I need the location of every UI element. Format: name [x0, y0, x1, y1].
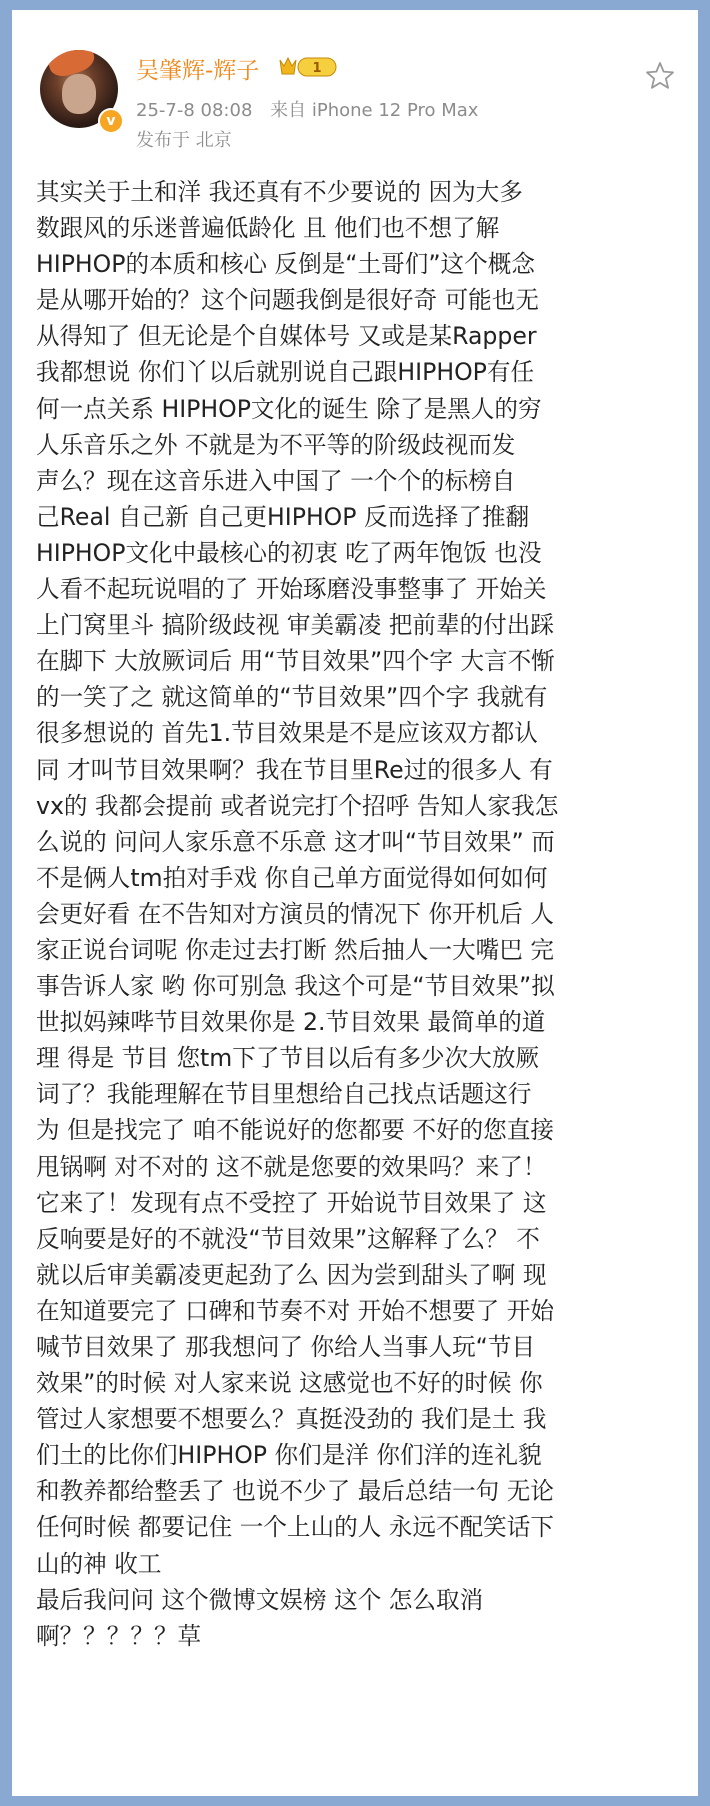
post-text-line: 它来了！发现有点不受控了 开始说节目效果了 这 — [36, 1188, 547, 1217]
post-text-line: 人乐音乐之外 不就是为不平等的阶级歧视而发 — [36, 430, 516, 459]
post-text-line: 其实关于土和洋 我还真有不少要说的 因为大多 — [36, 178, 523, 206]
post-text-line: 喊节目效果了 那我想问了 你给人当事人玩“节目 — [36, 1333, 536, 1361]
post-text-line: 就以后审美霸凌更起劲了么 因为尝到甜头了啊 现 — [36, 1260, 547, 1289]
post-text-line: 为 但是找完了 咱不能说好的您都要 不好的您直接 — [36, 1116, 554, 1145]
post-content — [36, 174, 688, 1654]
post-text-line: 不是俩人tm拍对手戏 你自己单方面觉得如何如何 — [36, 863, 548, 892]
author-avatar[interactable] — [34, 44, 124, 134]
vip-level-badge-icon — [276, 54, 338, 80]
post-text-line: 们土的比你们HIPHOP 你们是洋 你们洋的连礼貌 — [36, 1441, 542, 1470]
post-text-line: 的一笑了之 就这简单的“节目效果”四个字 我就有 — [36, 683, 548, 712]
post-text-line: HIPHOP的本质和核心 反倒是“土哥们”这个概念 — [36, 250, 535, 279]
verified-v-icon: v — [98, 108, 124, 134]
post-meta — [136, 96, 490, 122]
post-text-line: 么说的 问问人家乐意不乐意 这才叫“节目效果” 而 — [36, 827, 555, 856]
post-text-line: 反响要是好的不就没“节目效果”这解释了么？ 不 — [36, 1224, 540, 1253]
post-text-line: 词了？我能理解在节目里想给自己找点话题这行 — [36, 1080, 532, 1109]
post-text-line: 己Real 自己新 自己更HIPHOP 反而选择了推翻 — [36, 502, 530, 531]
post-text-line: 效果”的时候 对人家来说 这感觉也不好的时候 你 — [36, 1369, 543, 1398]
post-text-line: 世拟妈辣哔节目效果你是 2.节目效果 最简单的道 — [36, 1008, 546, 1037]
post-time: 25-7-8 08:08 — [136, 100, 253, 121]
post-text-line: 事告诉人家 哟 你可别急 我这个可是“节目效果”拟 — [36, 972, 555, 1001]
post-text-line: 和教养都给整丢了 也说不少了 最后总结一句 无论 — [36, 1477, 554, 1506]
post-text-line: 在知道要完了 口碑和节奏不对 开始不想要了 开始 — [36, 1296, 554, 1325]
post-text-line: 很多想说的 首先1.节目效果是不是应该双方都认 — [36, 719, 538, 748]
post-text-line: 是从哪开始的？这个问题我倒是很好奇 可能也无 — [36, 286, 539, 315]
weibo-post-card — [12, 10, 698, 1796]
post-text-line: 理 得是 节目 您tm下了节目以后有多少次大放厥 — [36, 1044, 540, 1073]
post-text-line: 任何时候 都要记住 一个上山的人 永远不配笑话下 — [36, 1513, 554, 1542]
post-text-line: 甩锅啊 对不对的 这不就是您要的效果吗？来了！ — [36, 1152, 547, 1181]
post-text-line: 啊？？？？？草 — [36, 1621, 202, 1650]
post-location: 发布于 北京 — [136, 130, 232, 151]
badge-level: 1 — [312, 61, 322, 76]
post-text-line: 最后我问问 这个微博文娱榜 这个 怎么取消 — [36, 1585, 484, 1614]
post-text-line: 从得知了 但无论是个自媒体号 又或是某Rapper — [36, 322, 537, 351]
post-text-line: 管过人家想要不想要么？真挺没劲的 我们是土 我 — [36, 1405, 547, 1434]
post-text-line: 会更好看 在不告知对方演员的情况下 你开机后 人 — [36, 899, 554, 928]
post-text-line: 家正说台词呢 你走过去打断 然后抽人一大嘴巴 完 — [36, 935, 554, 964]
post-text-line: 人看不起玩说唱的了 开始琢磨没事整事了 开始关 — [36, 575, 547, 604]
star-outline-icon[interactable] — [644, 60, 676, 92]
post-text-line: 上门窝里斗 搞阶级歧视 审美霸凌 把前辈的付出踩 — [36, 611, 554, 640]
post-text-line: 山的神 收工 — [36, 1549, 162, 1578]
post-text-line: vx的 我都会提前 或者说完打个招呼 告知人家我怎 — [36, 791, 559, 820]
post-source: 来自 iPhone 12 Pro Max — [270, 100, 479, 121]
post-text-line: 同 才叫节目效果啊？我在节目里Re过的很多人 有 — [36, 755, 553, 784]
post-text-line: 声么？现在这音乐进入中国了 一个个的标榜自 — [36, 466, 516, 495]
post-text-line: 我都想说 你们丫以后就别说自己跟HIPHOP有任 — [36, 358, 535, 387]
post-text-line: 在脚下 大放厥词后 用“节目效果”四个字 大言不惭 — [36, 647, 555, 676]
post-text-line: 数跟风的乐迷普遍低龄化 且 他们也不想了解 — [36, 214, 500, 243]
post-text-line: HIPHOP文化中最核心的初衷 吃了两年饱饭 也没 — [36, 538, 542, 567]
author-name[interactable]: 吴肇辉-辉子 — [136, 58, 260, 84]
post-text-line: 何一点关系 HIPHOP文化的诞生 除了是黑人的穷 — [36, 394, 542, 423]
